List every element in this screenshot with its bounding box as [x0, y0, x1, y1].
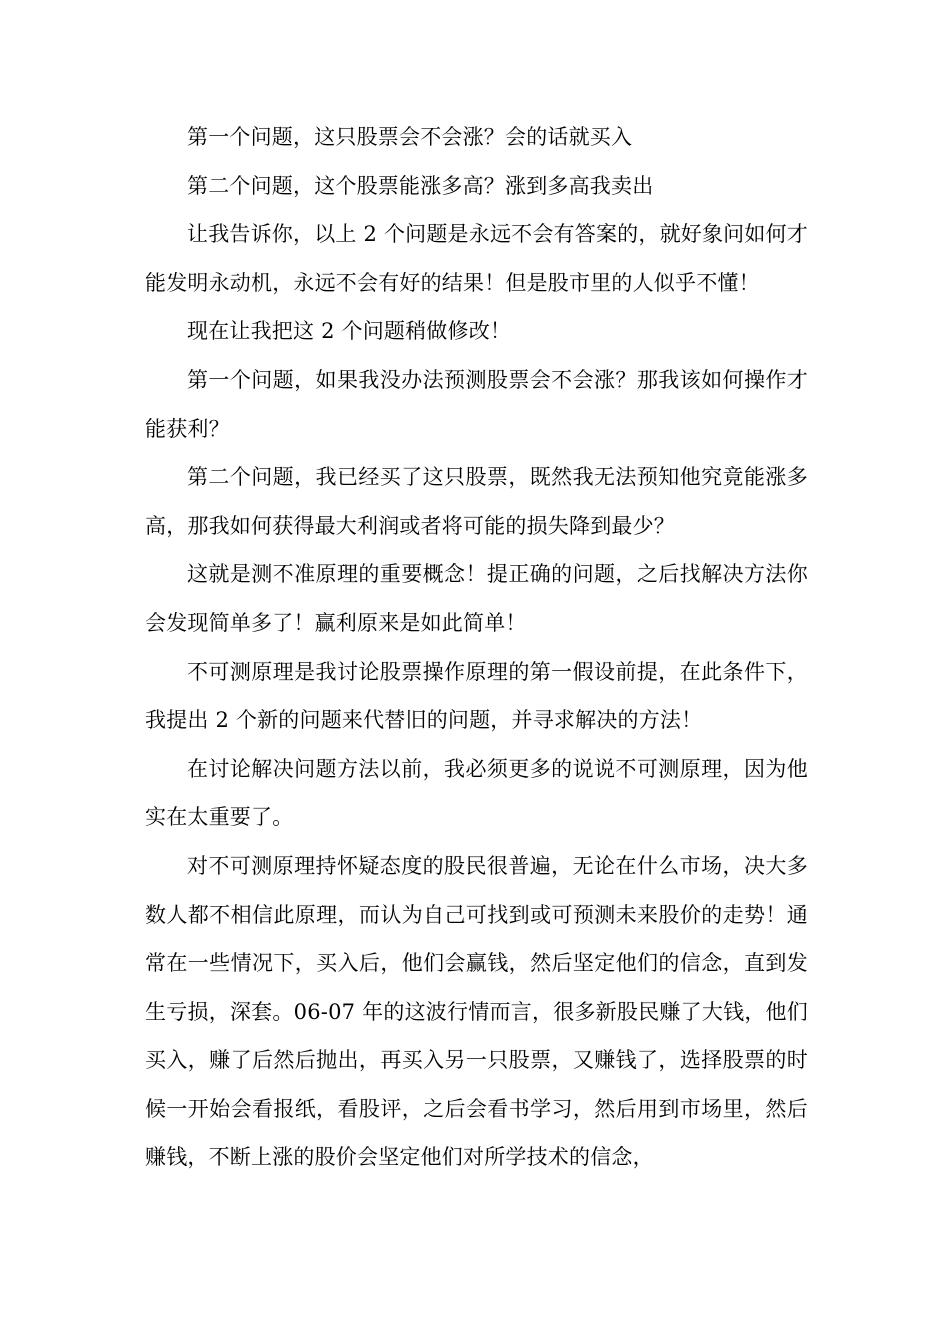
paragraph-1: 第一个问题，这只股票会不会涨？会的话就买入: [187, 125, 633, 149]
paragraph-7: 这就是测不准原理的重要概念！提正确的问题，之后找解决方法你会发现简单多了！赢利原来是如此简单！: [145, 562, 808, 635]
paragraph-8: 不可测原理是我讨论股票操作原理的第一假设前提，在此条件下，我提出 2 个新的问题来代替旧的问题，并寻求解决的方法！: [145, 659, 808, 733]
paragraph-5: 第一个问题，如果我没办法预测股票会不会涨？那我该如何操作才能获利？: [145, 367, 808, 441]
paragraph-2: 第二个问题，这个股票能涨多高？涨到多高我卖出: [187, 173, 654, 198]
paragraph-4: 现在让我把这 2 个问题稍做修改！: [187, 319, 512, 344]
paragraph-3: 让我告诉你，以上 2 个问题是永远不会有答案的，就好象问如何才能发明永动机，永远不会有好的结果！但是股市里的人似乎不懂！: [145, 222, 808, 295]
document-body: [145, 113, 808, 1182]
paragraph-9: 在讨论解决问题方法以前，我必须更多的说说不可测原理，因为他实在太重要了。: [145, 756, 808, 830]
paragraph-6: 第二个问题，我已经买了这只股票，既然我无法预知他究竟能涨多高，那我如何获得最大利润或者将可能的损失降到最少？: [145, 465, 808, 538]
paragraph-10: 对不可测原理持怀疑态度的股民很普遍，无论在什么市场，决大多数人都不相信此原理，而认为自己可找到或可预测未来股价的走势！通常在一些情况下，买入后，他们会赢钱，然后坚定他们的信念，直到发生亏损，深套。06-07 年的这波行情而言，很多新股民赚了大钱，他们买入，赚了后然后抛出，再买入另一只股票，又赚钱了，选择股票的时候一开始会看报纸，看股评，之后会看书学习，然后用到市场里，然后赚钱，不断上涨的股价会坚定他们对所学技术的信念，: [145, 853, 808, 1170]
